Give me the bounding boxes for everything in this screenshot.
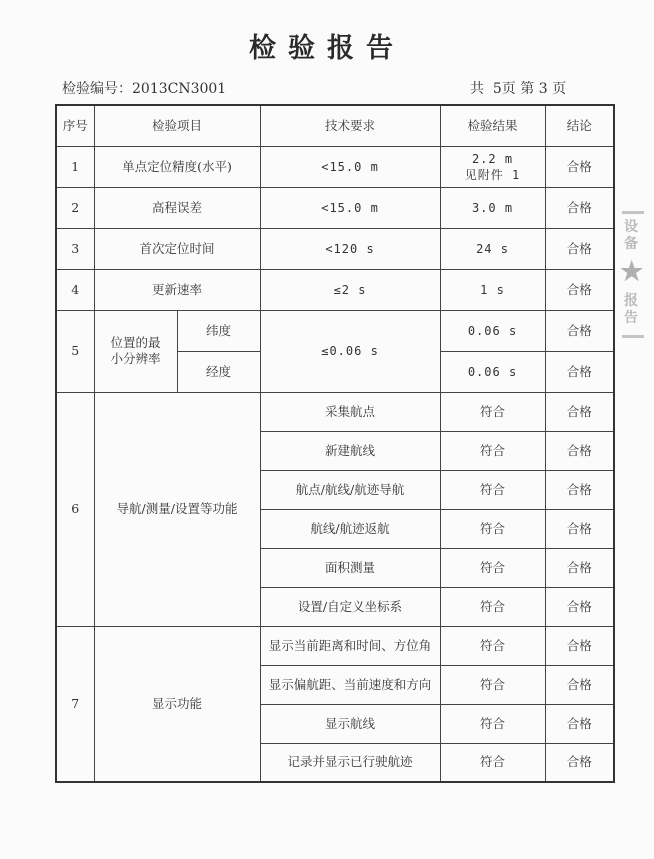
inspection-result: 符合 (440, 587, 545, 626)
conclusion: 合格 (545, 743, 614, 782)
stamp-border-top (622, 211, 644, 214)
col-header-item: 检验项目 (94, 105, 260, 146)
conclusion: 合格 (545, 470, 614, 509)
technical-requirement: 新建航线 (260, 431, 440, 470)
table-row (56, 310, 614, 351)
conclusion: 合格 (545, 704, 614, 743)
technical-requirement: ≤0.06 s (260, 310, 440, 392)
conclusion: 合格 (545, 665, 614, 704)
table-row (56, 269, 614, 310)
col-header-result: 检验结果 (440, 105, 545, 146)
technical-requirement: 航线/航迹返航 (260, 509, 440, 548)
inspection-result: 符合 (440, 743, 545, 782)
conclusion: 合格 (545, 431, 614, 470)
conclusion: 合格 (545, 269, 614, 310)
table-row (56, 187, 614, 228)
conclusion: 合格 (545, 548, 614, 587)
technical-requirement: <15.0 m (260, 187, 440, 228)
star-icon: ★ (620, 257, 644, 287)
stamp-text-bottom: 报告 (624, 293, 638, 326)
inspection-item: 导航/测量/设置等功能 (94, 392, 260, 626)
inspection-result: 符合 (440, 626, 545, 665)
table-header-row (56, 105, 614, 146)
conclusion: 合格 (545, 626, 614, 665)
technical-requirement: <15.0 m (260, 146, 440, 187)
sub-item-label: 纬度 (177, 310, 260, 351)
row-number: 7 (56, 626, 94, 782)
technical-requirement: <120 s (260, 228, 440, 269)
inspection-result (440, 146, 545, 187)
technical-requirement: 显示航线 (260, 704, 440, 743)
page-indicator: 共 5页 第 3 页 (470, 81, 567, 97)
inspection-result: 符合 (440, 392, 545, 431)
row-number: 6 (56, 392, 94, 626)
inspection-result: 0.06 s (440, 351, 545, 392)
result-value: 2.2 m (471, 151, 514, 166)
inspection-item: 更新速率 (94, 269, 260, 310)
inspection-result: 0.06 s (440, 310, 545, 351)
col-header-no: 序号 (56, 105, 94, 146)
inspection-item: 高程误差 (94, 187, 260, 228)
inspection-result: 符合 (440, 509, 545, 548)
inspection-item: 单点定位精度(水平) (94, 146, 260, 187)
inspection-result: 符合 (440, 548, 545, 587)
inspection-item: 位置的最小分辨率 (94, 310, 177, 392)
col-header-requirement: 技术要求 (260, 105, 440, 146)
technical-requirement: 设置/自定义坐标系 (260, 587, 440, 626)
conclusion: 合格 (545, 146, 614, 187)
conclusion: 合格 (545, 187, 614, 228)
row-number: 5 (56, 310, 94, 392)
report-number: 检验编号：2013CN3001 (62, 81, 227, 97)
conclusion: 合格 (545, 228, 614, 269)
technical-requirement: 采集航点 (260, 392, 440, 431)
row-number: 3 (56, 228, 94, 269)
inspection-item: 显示功能 (94, 626, 260, 782)
inspection-result: 3.0 m (440, 187, 545, 228)
technical-requirement: 航点/航线/航迹导航 (260, 470, 440, 509)
table-row (56, 392, 614, 431)
conclusion: 合格 (545, 509, 614, 548)
technical-requirement: 显示偏航距、当前速度和方向 (260, 665, 440, 704)
row-number: 1 (56, 146, 94, 187)
inspection-result: 符合 (440, 470, 545, 509)
inspection-table (55, 104, 615, 783)
conclusion: 合格 (545, 587, 614, 626)
technical-requirement: 面积测量 (260, 548, 440, 587)
stamp-text-top: 设备 (624, 219, 638, 252)
technical-requirement: ≤2 s (260, 269, 440, 310)
conclusion: 合格 (545, 392, 614, 431)
inspection-result: 符合 (440, 431, 545, 470)
inspection-result: 1 s (440, 269, 545, 310)
inspection-result: 符合 (440, 704, 545, 743)
stamp-border-bottom (622, 335, 644, 338)
sub-item-label: 经度 (177, 351, 260, 392)
row-number: 2 (56, 187, 94, 228)
seal-stamp (618, 205, 648, 345)
inspection-result: 24 s (440, 228, 545, 269)
row-number: 4 (56, 269, 94, 310)
technical-requirement: 显示当前距离和时间、方位角 (260, 626, 440, 665)
col-header-conclusion: 结论 (545, 105, 614, 146)
table-row (56, 146, 614, 187)
inspection-result: 符合 (440, 665, 545, 704)
inspection-item: 首次定位时间 (94, 228, 260, 269)
report-title: 检验报告 (249, 33, 405, 64)
technical-requirement: 记录并显示已行驶航迹 (260, 743, 440, 782)
table-row (56, 626, 614, 665)
conclusion: 合格 (545, 310, 614, 351)
conclusion: 合格 (545, 351, 614, 392)
result-note: 见附件 1 (464, 167, 521, 182)
table-row (56, 228, 614, 269)
